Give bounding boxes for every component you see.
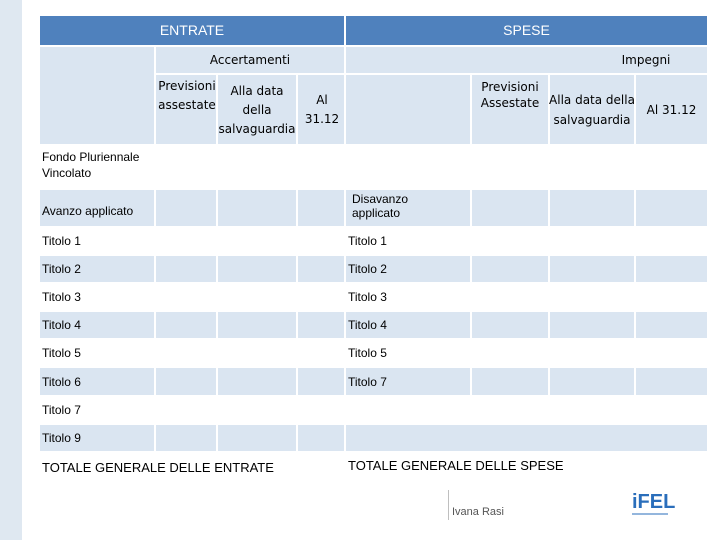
row-2-entrate-value-cell-3	[298, 228, 344, 254]
spese-titolo-2: Titolo 2	[348, 262, 387, 276]
spese-alladata-header	[550, 75, 634, 144]
row-9-spese-empty-cell	[346, 425, 707, 451]
row-9-entrate-value-cell-3	[298, 425, 344, 451]
row-1-entrate-value-cell-2	[218, 190, 296, 226]
spese-previsioni-line1: Previsioni	[481, 80, 539, 94]
entrate-previsioni-line2: assestate	[158, 98, 216, 112]
row-0-entrate-value-cell-1	[156, 146, 216, 188]
entrate-alladata-line1: Alla data	[230, 84, 284, 98]
row-3-entrate-value-cell-3	[298, 256, 344, 282]
ifel-logo	[632, 491, 676, 524]
spese-titolo-3: Titolo 3	[348, 290, 387, 304]
row-3-spese-label-cell	[346, 256, 470, 282]
row-3-spese-value-cell-2	[550, 256, 634, 282]
spese-al-label: Al 31.12	[646, 103, 697, 117]
entrate-titolo-9: Titolo 9	[42, 431, 81, 445]
row-0-entrate-value-cell-2	[218, 146, 296, 188]
impegni-cell	[346, 47, 707, 73]
row-1-spese-label-cell	[346, 190, 470, 226]
entrate-titolo-5: Titolo 5	[42, 346, 81, 360]
row-7-spese-label-cell	[346, 368, 470, 395]
row-6-entrate-value-cell-2	[218, 340, 296, 366]
spese-previsioni-header	[472, 75, 548, 144]
row-3-spese-value-cell-3	[636, 256, 707, 282]
row-5-spese-label-cell	[346, 312, 470, 338]
spese-titolo-7: Titolo 7	[348, 374, 387, 389]
avanzo-label: Avanzo applicato	[42, 204, 134, 218]
row-7-entrate-value-cell-1	[156, 368, 216, 395]
row-6-spese-value-cell-3	[636, 340, 707, 366]
row-6-spese-value-cell-1	[472, 340, 548, 366]
row-8-entrate-value-cell-1	[156, 397, 216, 423]
accertamenti-cell	[156, 47, 344, 73]
row-1-entrate-value-cell-1	[156, 190, 216, 226]
row-0-spese-label-cell	[346, 146, 470, 188]
row-9-entrate-label-cell	[40, 425, 154, 451]
row-5-entrate-value-cell-1	[156, 312, 216, 338]
totale-spese-label: TOTALE GENERALE DELLE SPESE	[348, 458, 564, 473]
impegni-label: Impegni	[621, 53, 671, 67]
row-6-entrate-label-cell	[40, 340, 154, 366]
row-6-spese-label-cell	[346, 340, 470, 366]
row-2-spese-label-cell	[346, 228, 470, 254]
row-7-spese-value-cell-2	[550, 368, 634, 395]
entrate-alladata-line2: della	[242, 103, 272, 117]
ifel-logo-mark: iFEL	[632, 491, 676, 513]
entrate-titolo-2: Titolo 2	[42, 262, 81, 276]
row-7-entrate-value-cell-2	[218, 368, 296, 395]
row-1-spese-value-cell-2	[550, 190, 634, 226]
disavanzo-label-line1: Disavanzo	[352, 192, 409, 206]
row-7-entrate-label-cell	[40, 368, 154, 395]
footer-author: Ivana Rasi	[452, 506, 504, 518]
footer-divider	[448, 490, 449, 520]
entrate-al-line2: 31.12	[304, 112, 340, 126]
row-9-entrate-value-cell-2	[218, 425, 296, 451]
row-2-spese-value-cell-1	[472, 228, 548, 254]
row-1-entrate-value-cell-3	[298, 190, 344, 226]
entrate-previsioni-header	[156, 75, 216, 144]
row-7-spese-value-cell-3	[636, 368, 707, 395]
row-4-entrate-label-cell	[40, 284, 154, 310]
row-3-entrate-label-cell	[40, 256, 154, 282]
row-0-entrate-value-cell-3	[298, 146, 344, 188]
row-3-spese-value-cell-1	[472, 256, 548, 282]
row-6-entrate-value-cell-1	[156, 340, 216, 366]
row-7-entrate-value-cell-3	[298, 368, 344, 395]
entrate-titolo-3: Titolo 3	[42, 290, 81, 304]
ifel-logo-sub	[632, 512, 672, 518]
row-8-entrate-label-cell	[40, 397, 154, 423]
row-5-entrate-label-cell	[40, 312, 154, 338]
disavanzo-label-line2: applicato	[352, 206, 401, 220]
entrate-al-line1: Al	[316, 93, 328, 107]
spese-previsioni-line2: Assestate	[480, 96, 540, 110]
entrate-header: ENTRATE	[40, 16, 344, 45]
row-4-entrate-value-cell-1	[156, 284, 216, 310]
spese-alladata-line1: Alla data della	[549, 93, 635, 107]
spese-alladata-line2: salvaguardia	[553, 113, 631, 127]
row-8-spese-empty-cell	[346, 397, 707, 423]
spese-al-header	[636, 75, 707, 144]
row-0-spese-value-cell-2	[550, 146, 634, 188]
entrate-titolo-1: Titolo 1	[42, 234, 81, 248]
row-2-spese-value-cell-2	[550, 228, 634, 254]
row-10-spese-total-cell	[346, 453, 707, 482]
entrate-label-header-cell	[40, 47, 154, 144]
row-0-entrate-label-cell	[40, 146, 154, 188]
row-2-entrate-value-cell-1	[156, 228, 216, 254]
fondo-label-line2: Vincolato	[42, 166, 92, 180]
fondo-label-line1: Fondo Pluriennale	[42, 150, 140, 164]
spese-header: SPESE	[346, 16, 707, 45]
row-3-entrate-value-cell-2	[218, 256, 296, 282]
row-9-entrate-value-cell-1	[156, 425, 216, 451]
row-2-entrate-label-cell	[40, 228, 154, 254]
row-6-spese-value-cell-2	[550, 340, 634, 366]
row-1-spese-value-cell-1	[472, 190, 548, 226]
row-1-entrate-label-cell	[40, 190, 154, 226]
entrate-titolo-6: Titolo 6	[42, 374, 81, 389]
spese-titolo-5: Titolo 5	[348, 346, 387, 360]
accertamenti-label: Accertamenti	[209, 53, 291, 67]
row-1-spese-value-cell-3	[636, 190, 707, 226]
entrate-titolo-4: Titolo 4	[42, 318, 81, 332]
row-4-entrate-value-cell-3	[298, 284, 344, 310]
row-3-entrate-value-cell-1	[156, 256, 216, 282]
row-7-spese-value-cell-1	[472, 368, 548, 395]
spese-label-header-cell	[346, 75, 470, 144]
row-2-spese-value-cell-3	[636, 228, 707, 254]
row-2-entrate-value-cell-2	[218, 228, 296, 254]
row-6-entrate-value-cell-3	[298, 340, 344, 366]
row-5-spese-value-cell-3	[636, 312, 707, 338]
row-4-entrate-value-cell-2	[218, 284, 296, 310]
row-0-spese-value-cell-3	[636, 146, 707, 188]
entrate-titolo-7: Titolo 7	[42, 403, 81, 417]
spese-titolo-4: Titolo 4	[348, 318, 387, 332]
row-4-spese-value-cell-3	[636, 284, 707, 310]
entrate-al-header	[298, 75, 344, 144]
row-4-spese-value-cell-1	[472, 284, 548, 310]
left-accent-bar	[0, 0, 22, 540]
row-8-entrate-value-cell-2	[218, 397, 296, 423]
row-8-entrate-value-cell-3	[298, 397, 344, 423]
row-4-spese-value-cell-2	[550, 284, 634, 310]
row-5-entrate-value-cell-2	[218, 312, 296, 338]
totale-entrate-label: TOTALE GENERALE DELLE ENTRATE	[42, 460, 274, 475]
row-5-spese-value-cell-2	[550, 312, 634, 338]
row-4-spese-label-cell	[346, 284, 470, 310]
row-5-spese-value-cell-1	[472, 312, 548, 338]
row-5-entrate-value-cell-3	[298, 312, 344, 338]
row-0-spese-value-cell-1	[472, 146, 548, 188]
entrate-alladata-header	[218, 75, 296, 144]
entrate-previsioni-line1: Previsioni	[158, 79, 216, 93]
spese-titolo-1: Titolo 1	[348, 234, 387, 248]
row-10-entrate-total-cell	[40, 453, 344, 482]
entrate-alladata-line3: salvaguardia	[218, 122, 296, 136]
